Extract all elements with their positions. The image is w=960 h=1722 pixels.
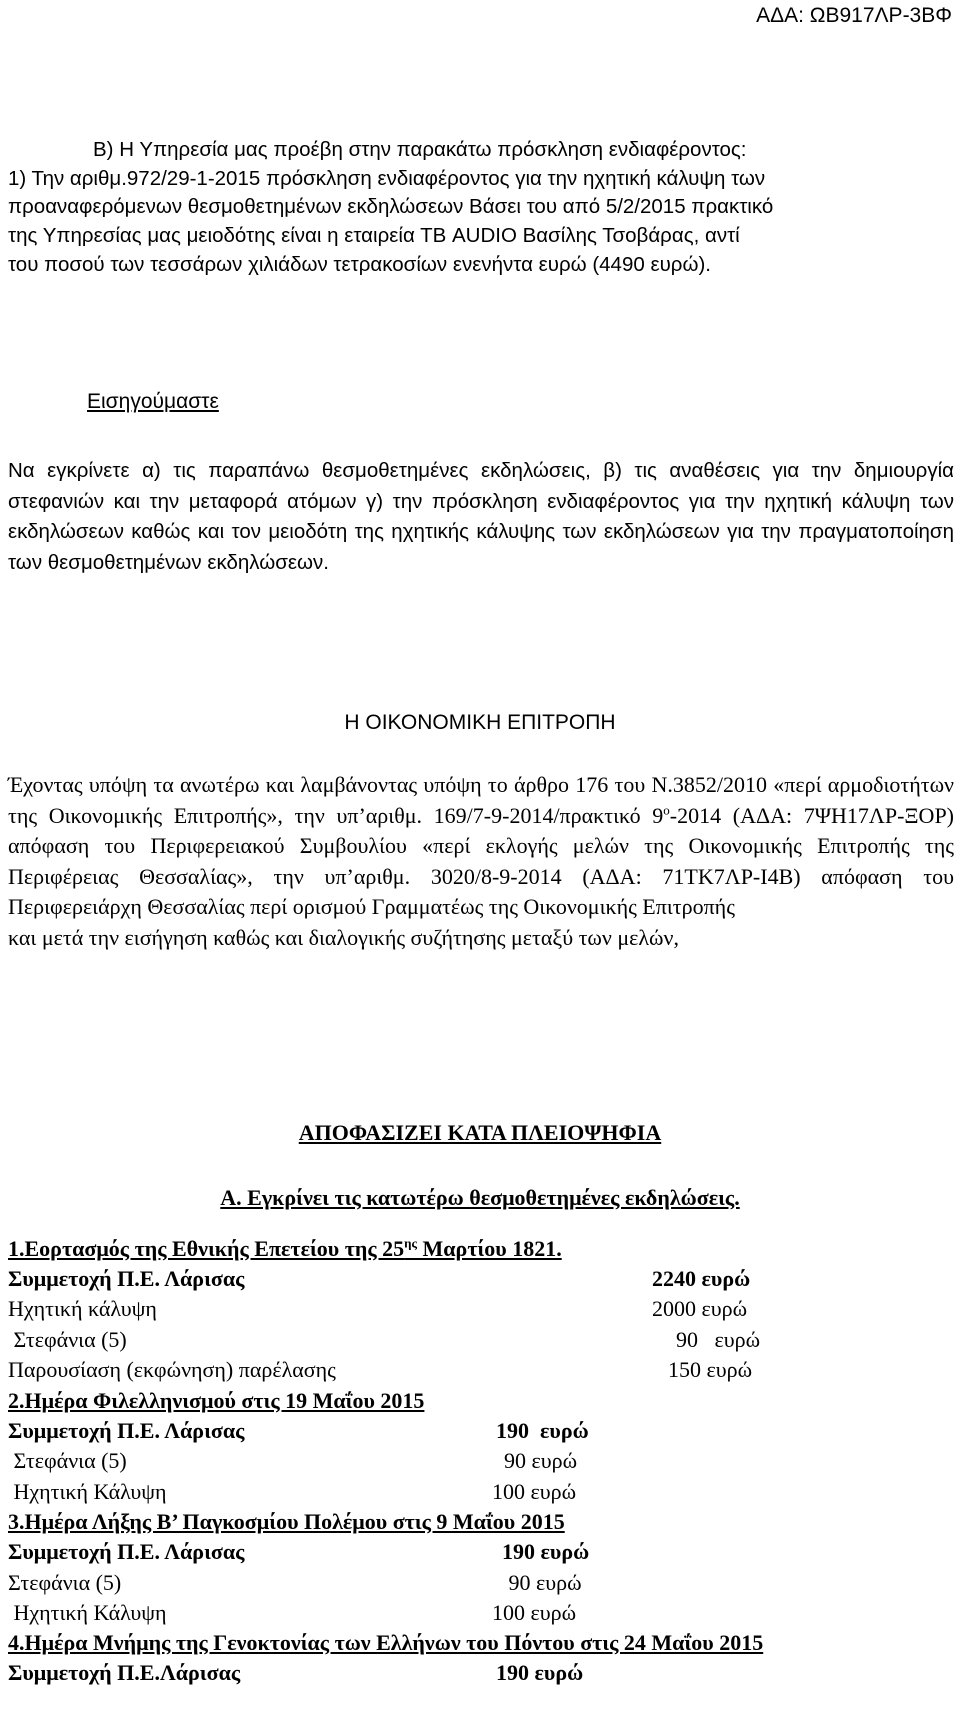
event-title: 4.Ημέρα Μνήμης της Γενοκτονίας των Ελλήνων του Πόντου στις 24 Μαΐου 2015 [8,1630,764,1655]
committee-recitals [8,770,954,953]
section-b-line: 1) Την αριθμ.972/29-1-2015 πρόσκληση ενδιαφέροντος για την ηχητική κάλυψη των [8,166,766,190]
event-row-label: Στεφάνια (5) [8,1570,122,1595]
ordinal-superscript: ο [663,802,670,818]
event-row-label: Συμμετοχή Π.Ε.Λάρισας [8,1660,241,1685]
event-row-label: Ηχητική Κάλυψη [8,1479,167,1504]
event-row-amount: 2240 ευρώ [652,1266,751,1291]
section-b-heading: Β) Η Υπηρεσία μας προέβη στην παρακάτω πρόσκληση ενδιαφέροντος: [93,138,747,161]
event-title: 3.Ημέρα Λήξης Β’ Παγκοσμίου Πολέμου στις 9 Μαΐου 2015 [8,1509,565,1534]
section-b-line: προαναφερόμενων θεσμοθετημένων εκδηλώσεων Βάσει του από 5/2/2015 πρακτικό [8,195,774,219]
event-row-amount: 100 ευρώ [492,1600,577,1625]
event-row-amount: 190 ευρώ [502,1539,590,1564]
event-row-label: Συμμετοχή Π.Ε. Λάρισας [8,1539,245,1564]
approval-heading: Α. Εγκρίνει τις κατωτέρω θεσμοθετημένες εκδηλώσεις. [220,1185,740,1210]
section-b-line: της Υπηρεσίας μας μειοδότης είναι η εταιρεία ΤΒ AUDIO Βασίλης Τσοβάρας, αντί [8,224,740,248]
decision-title: ΑΠΟΦΑΣΙΖΕΙ ΚΑΤΑ ΠΛΕΙΟΨΗΦΙΑ [298,1120,662,1145]
document-id: ΑΔΑ: ΩΒ917ΛΡ-3ΒΦ [756,4,952,27]
event-title-text: Μαρτίου 1821. [417,1236,562,1261]
event-row-label: Στεφάνια (5) [8,1448,127,1473]
event-row-label: Συμμετοχή Π.Ε. Λάρισας [8,1418,245,1443]
recitals-part-2: -2014 (ΑΔΑ: 7ΨΗ17ΛΡ-ΞΟΡ) απόφαση του Περιφερειακού Συμβουλίου «περί εκλογής μελών της Οικονομικής Επιτροπής της Περιφέρειας Θεσσαλίας», την υπ’αριθμ. 3020/8-9-2014 (ΑΔΑ: 71ΤΚ7ΛΡ-Ι4Β) απόφαση του Περιφερειάρχη Θεσσαλίας περί ορισμού Γραμματέως της Οικονομικής Επιτροπής [8,802,955,919]
committee-title: Η ΟΙΚΟΝΟΜΙΚΗ ΕΠΙΤΡΟΠΗ [344,711,616,734]
event-title [8,1236,562,1262]
section-b-line: του ποσού των τεσσάρων χιλιάδων τετρακοσίων ενενήντα ευρώ (4490 ευρώ). [8,252,711,276]
event-row-label: Ηχητική Κάλυψη [8,1600,167,1625]
event-title-text: 1.Εορτασμός της Εθνικής Επετείου της 25 [8,1236,405,1261]
event-row-amount: 90 ευρώ [503,1570,582,1595]
event-row-label: Συμμετοχή Π.Ε. Λάρισας [8,1266,245,1291]
suggestion-body: Να εγκρίνετε α) τις παραπάνω θεσμοθετημένες εκδηλώσεις, β) τις αναθέσεις για την δημιουργία στεφανιών και την μεταφορά ατόμων γ) την πρόσκληση ενδιαφέροντος για την ηχητική κάλυψη των εκδηλώσεων καθώς και τον μειοδότη της ηχητικής κάλυψης των εκδηλώσεων για την πραγματοποίηση των θεσμοθετημένων εκδηλώσεων. [8,459,954,574]
suggestion-title: Εισηγούμαστε [87,390,219,413]
event-title: 2.Ημέρα Φιλελληνισμού στις 19 Μαΐου 2015 [8,1388,425,1413]
event-row-amount: 190 ευρώ [496,1418,589,1443]
event-row-label: Ηχητική κάλυψη [8,1296,157,1321]
section-b [8,136,954,280]
event-row-amount: 150 ευρώ [668,1357,753,1382]
recitals-last-line: και μετά την εισήγηση καθώς και διαλογικής συζήτησης μεταξύ των μελών, [8,924,679,950]
event-row-amount: 90 ευρώ [504,1448,578,1473]
ordinal-superscript: ης [404,1235,417,1251]
event-row-amount: 2000 ευρώ [652,1296,748,1321]
event-row-amount: 100 ευρώ [492,1479,577,1504]
recitals-part-1: Έχοντας υπόψη τα ανωτέρω και λαμβάνοντας υπόψη το άρθρο 176 του Ν.3852/2010 «περί αρμοδιοτήτων της Οικονομικής Επιτροπής», την υπ’αριθμ. 169/7-9-2014/πρακτικό 9 [8,772,954,828]
event-row-amount: 190 ευρώ [496,1660,584,1685]
event-row-label: Στεφάνια (5) [8,1327,127,1352]
event-row-amount: 90 ευρώ [676,1327,761,1352]
event-row-label: Παρουσίαση (εκφώνηση) παρέλασης [8,1357,336,1382]
